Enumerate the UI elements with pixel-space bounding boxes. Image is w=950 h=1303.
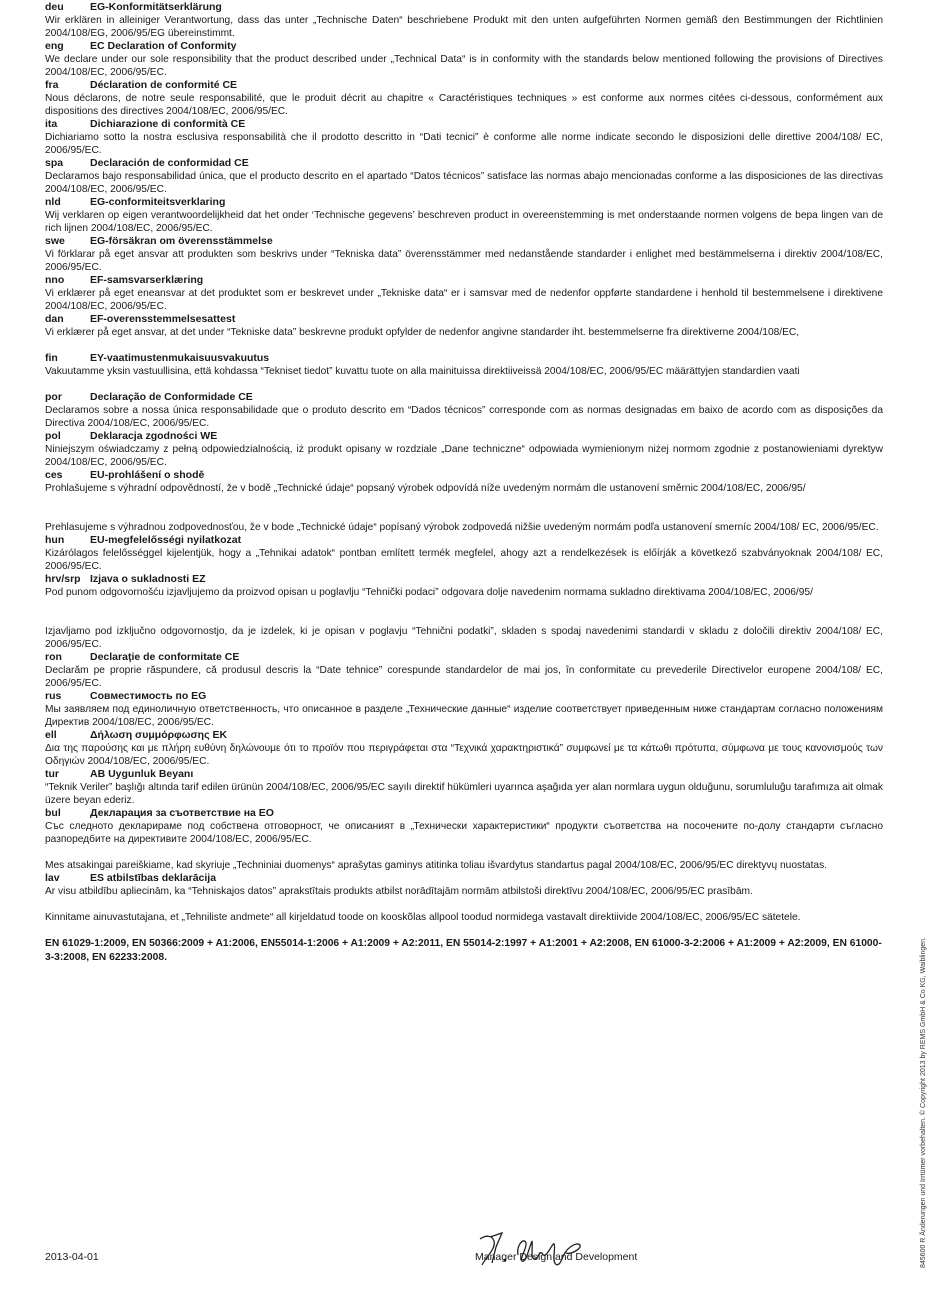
- declaration-title: Dichiarazione di conformità CE: [90, 118, 246, 130]
- declaration-heading: [45, 274, 883, 287]
- declaration-title: EG-Konformitätserklärung: [90, 1, 222, 13]
- language-code: fra: [45, 79, 59, 91]
- declaration-heading: [45, 573, 883, 586]
- spacer: [45, 599, 883, 625]
- declaration-text: Declaramos sobre a nossa única responsabilidade que o produto descrito em “Dados técnicos” corresponde com as normas designadas em baixo de acordo com as disposições da Directiva 2004/108/EC, 2006/95/EC.: [45, 405, 883, 429]
- declaration-entry: [45, 235, 883, 274]
- declaration-entry: [45, 1, 883, 40]
- declaration-text: Izjavljamo pod izključno odgovornostjo, da je izdelek, ki je opisan v poglavju “Tehnični podatki”, skladen s spodaj navedenimi standardi v skladu z določili direktiv 2004/108/ EC, 2006/95/EC.: [45, 626, 883, 650]
- declaration-title: EF-overensstemmelsesattest: [90, 313, 236, 325]
- declaration-entry: [45, 534, 883, 573]
- declaration-text: We declare under our sole responsibility that the product described under „Technical Data“ is in conformity with the standards below mentioned following the provisions of Directives 2004/108/EC, 2006/95/EC.: [45, 54, 883, 78]
- spacer: [45, 339, 883, 352]
- declaration-text: Niniejszym oświadczamy z pełną odpowiedzialnością, iż produkt opisany w rozdziale „Dane techniczne“ odpowiada wymienionym niżej normom zgodnie z postanowieniami dyrektyw 2004/108/EC, 2006/95/EC.: [45, 444, 883, 468]
- declaration-entry: [45, 40, 883, 79]
- declaration-entry: [45, 521, 883, 534]
- declaration-text: Kinnitame ainuvastutajana, et „Tehniliste andmete“ all kirjeldatud toode on kooskõlas allpool toodud normidega vastavalt direktiivide 2004/108/EC, 2006/95/EC sätetele.: [45, 912, 801, 923]
- declaration-text: Wij verklaren op eigen verantwoordelijkheid dat het onder ‘Technische gegevens’ beschreven product in overeenstemming is met onderstaande normen volgens de bepa lingen van de rich lijnen 2004/108/EC, 2006/95/EC.: [45, 210, 883, 234]
- language-code: nld: [45, 196, 61, 208]
- declaration-heading: [45, 235, 883, 248]
- declaration-entry: [45, 859, 883, 872]
- language-code: bul: [45, 807, 61, 819]
- language-code: spa: [45, 157, 64, 169]
- declaration-title: EF-samsvarserklæring: [90, 274, 204, 286]
- declaration-entry: [45, 690, 883, 729]
- declaration-heading: [45, 118, 883, 131]
- declaration-title: Δήλωση συμμόρφωσης ΕΚ: [90, 729, 228, 741]
- declaration-title: EU-prohlášení o shodě: [90, 469, 205, 481]
- declaration-entry: [45, 313, 883, 339]
- declaration-text: Vi förklarar på eget ansvar att produkten som beskrivs under “Tekniska data” överensstämmer med nedanstående standarder i enlighet med bestämmelserna i direktiv 2004/108/EC, 2006/95/EC.: [45, 249, 883, 273]
- declaration-text: Мы заявляем под единоличную ответственность, что описанное в разделе „Технические данные“ изделие соответствует приведенным ниже стандартам согласно положениям Директив 2004/108/EC, 2006/95/EC.: [45, 704, 883, 728]
- declaration-entry: [45, 768, 883, 807]
- language-code: dan: [45, 313, 64, 325]
- declaration-entry: [45, 352, 883, 378]
- declaration-text: “Teknik Veriler” başlığı altında tarif edilen ürünün 2004/108/EC, 2006/95/EC sayılı direktif hükümleri uyarınca aşağıda yer alan normlara uygun olduğunu, sorumluluğu tarafımıza ait olmak üzere beyan ederiz.: [45, 782, 883, 806]
- declaration-heading: [45, 690, 883, 703]
- declaration-heading: [45, 313, 883, 326]
- copyright-side-note: 845600 R Änderungen und Irrtümer vorbehalten. © Copyright 2013 by REMS GmbH & Co KG, Waiblingen.: [920, 937, 927, 1268]
- declaration-text: Vi erklærer på eget ansvar, at det under “Tekniske data” beskrevne produkt opfylder de nedenfor angivne standarder iht. bestemmelserne fra direktiverne 2004/108/EC,: [45, 327, 800, 338]
- signatory-role: Manager Design and Development: [475, 1251, 638, 1263]
- declaration-entry: [45, 872, 883, 898]
- declaration-text: Wir erklären in alleiniger Verantwortung, dass das unter „Technische Daten“ beschriebene Produkt mit den unten aufgeführten Normen gemäß den Bestimmungen der Richtlinien 2004/108/EG, 2006/95/EG übereinstimmt.: [45, 15, 883, 39]
- applied-standards: EN 61029-1:2009, EN 50366:2009 + A1:2006, EN55014-1:2006 + A1:2009 + A2:2011, EN 55014-2:1997 + A1:2001 + A2:2008, EN 61000-3-2:2006 + A1:2009 + A2:2009, EN 61000-3-3:2008, EN 62233:2008.: [45, 938, 882, 963]
- declaration-entry: [45, 391, 883, 430]
- declaration-title: Déclaration de conformité CE: [90, 79, 238, 91]
- language-code: pol: [45, 430, 61, 442]
- declaration-heading: [45, 40, 883, 53]
- declaration-text: Nous déclarons, de notre seule responsabilité, que le produit décrit au chapitre « Caractéristiques techniques » est conforme aux normes citées ci-dessous, conformément aux dispositions des directives 2004/108/EC, 2006/95/EC.: [45, 93, 883, 117]
- language-code: rus: [45, 690, 62, 702]
- declaration-entry: [45, 573, 883, 599]
- declaration-text: Mes atsakingai pareiškiame, kad skyriuje „Techniniai duomenys“ aprašytas gaminys atitinka toliau išvardytus standartus pagal 2004/108/EC, 2006/95/EC direktyvų nuostatas.: [45, 860, 828, 871]
- declaration-text: Declaramos bajo responsabilidad única, que el producto descrito en el apartado “Datos técnicos” satisface las normas abajo mencionadas conforme a las disposiciones de las directivas 2004/108/EC, 2006/95/EC.: [45, 171, 883, 195]
- language-code: ces: [45, 469, 63, 481]
- declaration-entry: [45, 196, 883, 235]
- declaration-heading: [45, 352, 883, 365]
- language-code: ell: [45, 729, 57, 741]
- declaration-title: Deklaracja zgodności WE: [90, 430, 218, 442]
- declaration-title: EC Declaration of Conformity: [90, 40, 237, 52]
- spacer: [45, 898, 883, 911]
- declaration-entry: [45, 79, 883, 118]
- declaration-date: 2013-04-01: [45, 1251, 99, 1263]
- declaration-text: Vakuutamme yksin vastuullisina, että kohdassa “Tekniset tiedot” kuvattu tuote on alla mainituissa direktiiveissä 2004/108/EC, 2006/95/EC määrättyjen standardien vaati: [45, 366, 800, 377]
- language-code: fin: [45, 352, 58, 364]
- declaration-heading: [45, 79, 883, 92]
- declaration-title: EU-megfelelősségi nyilatkozat: [90, 534, 242, 546]
- declaration-entry: [45, 807, 883, 846]
- declaration-text: Dichiariamo sotto la nostra esclusiva responsabilità che il prodotto descritto in “Dati tecnici” è conforme alle norme indicate secondo le disposizioni delle direttive 2004/108/ EC, 2006/95/EC.: [45, 132, 883, 156]
- declaration-heading: [45, 1, 883, 14]
- declaration-title: ES atbilstības deklarācija: [90, 872, 217, 884]
- spacer: [45, 495, 883, 521]
- declaration-entry: [45, 911, 883, 924]
- language-code: swe: [45, 235, 65, 247]
- declaration-entry: [45, 729, 883, 768]
- declaration-entry: [45, 274, 883, 313]
- declaration-title: Совместимость по EG: [90, 690, 207, 702]
- declaration-text: Kizárólagos felelősséggel kijelentjük, hogy a „Tehnikai adatok“ pontban említett termék megfelel, ahogy azt a rendelkezések is előírják a következő szabványoknak 2004/108/ EC, 2006/95/EC.: [45, 548, 883, 572]
- declaration-text: Със следното декларираме под собствена отговорност, че описаният в „Технически характеристики“ продукти съответства на посочените по-долу стандарти съгласно разпоредбите на директивите 2004/108/EC, 2006/95/EC.: [45, 821, 883, 845]
- declaration-text: Prohlašujeme s výhradní odpovědností, že v bodě „Technické údaje“ popsaný výrobek odpovídá níže uvedeným normám dle ustanovení směrnic 2004/108/EC, 2006/95/: [45, 483, 806, 494]
- declaration-text: Vi erklærer på eget eneansvar at det produktet som er beskrevet under „Tekniske data“ er i samsvar med de nedenfor oppførte standardene i henhold til bestemmelsene i direktivene 2004/108/EC, 2006/95/EC.: [45, 288, 883, 312]
- signature-graphic: [472, 1225, 597, 1273]
- declaration-title: EG-försäkran om överensstämmelse: [90, 235, 273, 247]
- signature: [472, 1225, 597, 1273]
- declaration-title: AB Uygunluk Beyanı: [90, 768, 194, 780]
- declaration-text: Pod punom odgovornošću izjavljujemo da proizvod opisan u poglavlju “Tehnički podaci” odgovara dolje navedenim normama sukladno direktivama 2004/108/EC, 2006/95/: [45, 587, 813, 598]
- language-code: por: [45, 391, 62, 403]
- declaration-text: Δια της παρούσης και με πλήρη ευθύνη δηλώνουμε ότι το προϊόν που περιγράφεται στα “Τεχνικά χαρακτηριστικά” συμφωνεί με τα κάτωθι πρότυπα, σύμφωνα με τους κανονισμούς των Οδηγιών 2004/108/EC, 2006/95/EC.: [45, 743, 883, 767]
- declaration-title: EG-conformiteitsverklaring: [90, 196, 226, 208]
- declaration-text: Declarăm pe proprie răspundere, că produsul descris la “Date tehnice” corespunde standardelor de mai jos, în conformitate cu prevederile Directivelor europene 2004/108/ EC, 2006/95/EC.: [45, 665, 883, 689]
- declaration-entry: [45, 625, 883, 651]
- declaration-heading: [45, 534, 883, 547]
- declaration-text: Ar visu atbildību apliecinām, ka “Tehniskajos datos” aprakstītais produkts atbilst norādītajām normām atbilstoši direktīvu 2004/108/EC, 2006/95/EC prasībām.: [45, 886, 753, 897]
- language-code: hun: [45, 534, 65, 546]
- declaration-heading: [45, 651, 883, 664]
- declaration-entry: [45, 157, 883, 196]
- language-code: eng: [45, 40, 64, 52]
- declaration-heading: [45, 768, 883, 781]
- declaration-entry: [45, 651, 883, 690]
- declaration-title: EY-vaatimustenmukaisuusvakuutus: [90, 352, 270, 364]
- declaration-title: Declaração de Conformidade CE: [90, 391, 253, 403]
- language-code: deu: [45, 1, 64, 13]
- declaration-heading: [45, 729, 883, 742]
- language-code: ita: [45, 118, 58, 130]
- declaration-heading: [45, 157, 883, 170]
- declaration-title: Izjava o sukladnosti EZ: [90, 573, 206, 585]
- declaration-heading: [45, 391, 883, 404]
- declaration-entry: [45, 469, 883, 495]
- declaration-entry: [45, 118, 883, 157]
- declaration-heading: [45, 469, 883, 482]
- language-code: hrv/srp: [45, 573, 81, 585]
- declaration-title: Declaración de conformidad CE: [90, 157, 249, 169]
- declaration-heading: [45, 430, 883, 443]
- language-code: nno: [45, 274, 65, 286]
- spacer: [45, 846, 883, 859]
- declaration-heading: [45, 872, 883, 885]
- language-code: tur: [45, 768, 59, 780]
- declaration-title: Декларация за съответствие на EО: [90, 807, 274, 819]
- language-code: ron: [45, 651, 62, 663]
- declaration-entry: [45, 430, 883, 469]
- declaration-title: Declaraţie de conformitate CE: [90, 651, 240, 663]
- language-code: lav: [45, 872, 60, 884]
- spacer: [45, 378, 883, 391]
- declaration-document: [45, 1, 883, 965]
- declaration-heading: [45, 196, 883, 209]
- declaration-text: Prehlasujeme s výhradnou zodpovednosťou, že v bode „Technické údaje“ popísaný výrobok zodpovedá nižšie uvedeným normám podľa ustanovení smerníc 2004/108/ EC, 2006/95/EC.: [45, 522, 879, 533]
- declaration-heading: [45, 807, 883, 820]
